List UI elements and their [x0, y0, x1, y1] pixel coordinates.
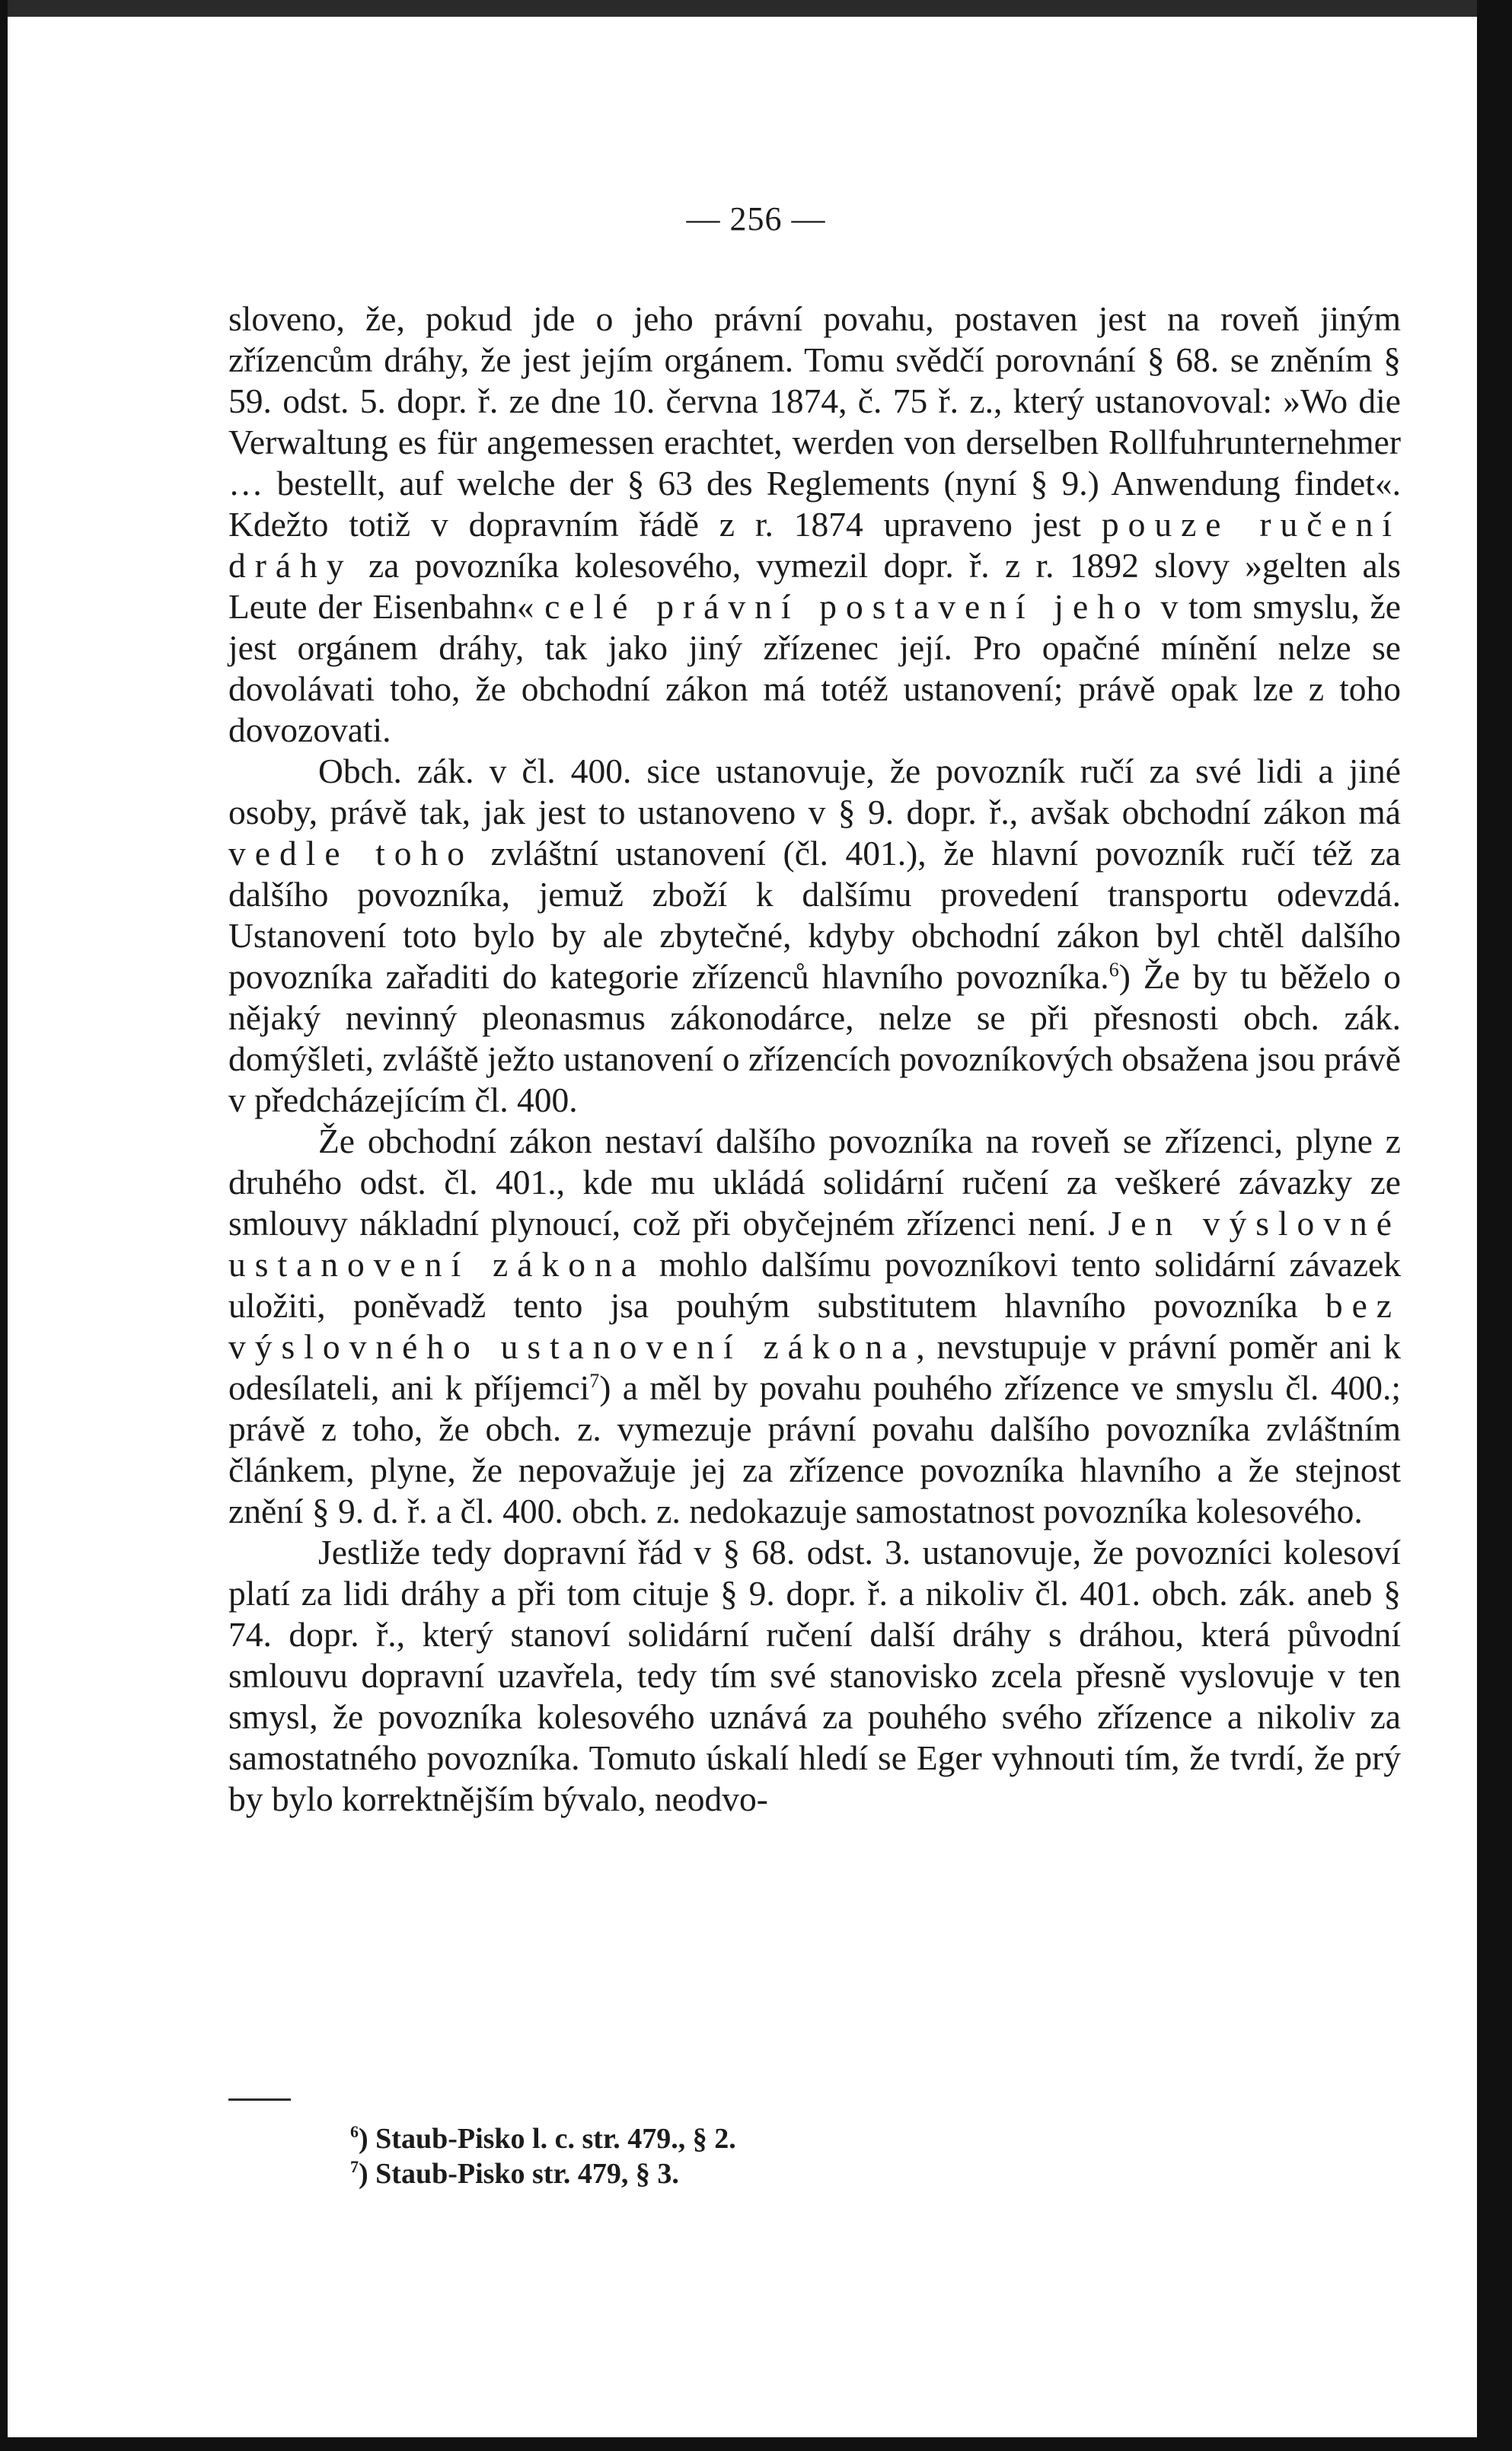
footnote-6 [350, 2121, 736, 2156]
footnote-mark: 7 [350, 2157, 359, 2176]
text-run: v tom smyslu, že jest orgánem dráhy, tak jako jiný zřízenec její. Pro opačné mínění nelze se dovolávati toho, že obchodní zákon má totéž ustanovení; právě opak lze z toho dovozovati. [228, 587, 1402, 749]
footnote-mark: 6 [350, 2122, 359, 2141]
footnotes [350, 2121, 736, 2191]
text-run: Jestliže tedy dopravní řád v § 68. odst. 3. ustanovuje, že povozníci kolesoví platí za lidi dráhy a při tom cituje § 9. dopr. ř. a nikoliv čl. 401. obch. zák. aneb § 74. dopr. ř., který stanoví solidární ručení další dráhy s dráhou, která původní smlouvu dopravní uzavřela, tedy tím své stanovisko zcela přesně vyslovuje v ten smysl, že povozníka kolesového uznává za pouhého svého zřízence a nikoliv za samostatného povozníka. Tomuto úskalí hledí se Eger vyhnouti tím, že tvrdí, že prý by bylo korrektnějším bývalo, neodvo- [228, 1533, 1401, 1818]
text-run: Obch. zák. v čl. 400. sice ustanovuje, že povozník ručí za své lidi a jiné osoby, právě tak, jak jest to ustanoveno v § 9. dopr. ř., avšak obchodní zákon má [228, 752, 1401, 831]
footnote-text: ) Staub-Pisko l. c. str. 479., § 2. [359, 2123, 736, 2155]
text-run: za povozníka kolesového, vymezil dopr. ř. z r. 1892 slovy »gelten als Leute der Eisenbahn« [228, 546, 1401, 626]
text-run: , nevstupuje v právní poměr ani k odesílateli, ani k příjemci [228, 1327, 1401, 1407]
text-run: sloveno, že, pokud jde o jeho právní povahu, postaven jest na roveň jiným zřízencům dráhy, že jest jejím orgánem. Tomu svědčí porovnání § 68. se zněním § 59. odst. 5. dopr. ř. ze dne 10. června 1874, č. 75 ř. z., který ustanovoval: »Wo die Verwaltung es für angemessen erachtet, werden von derselben Rollfuhrunternehmer … bestellt, auf welche der § 63 des Reglements (nyní § 9.) Anwendung findet«. Kdežto totiž v dopravním řádě z r. 1874 upraveno jest [228, 299, 1401, 544]
footnote-reference: 7 [589, 1370, 600, 1392]
footnote-reference: 6 [1108, 959, 1119, 981]
emphasized-text: bez výslovného ustanovení zákona [228, 1286, 1401, 1366]
paragraph-1 [228, 298, 1401, 751]
scan-right-edge [1477, 0, 1512, 2451]
scan-bottom-edge [0, 2437, 1512, 2451]
text-run: Že obchodní zákon nestaví dalšího povozníka na roveň se zřízenci, plyne z druhého odst. čl. 401., kde mu ukládá solidární ručení za veškeré závazky ze smlouvy nákladní plynoucí, což při obyčejném zřízenci není. [228, 1122, 1401, 1243]
scan-left-edge [0, 0, 8, 2451]
emphasized-text: celé právní postavení jeho [544, 587, 1150, 626]
footnote-rule [228, 2098, 291, 2101]
text-run: zvláštní ustanovení (čl. 401.), že hlavní povozník ručí též za dalšího povozníka, jemuž zboží k dalšímu provedení transportu odevzdá. Ustanovení toto bylo by ale zbytečné, kdyby obchodní zákon byl chtěl dalšího povozníka zařaditi do kategorie zřízenců hlavního povozníka. [228, 834, 1401, 996]
scan-top-edge [0, 0, 1512, 17]
text-run: ) a měl by povahu pouhého zřízence ve smyslu čl. 400.; právě z toho, že obch. z. vymezuje právní povahu dalšího povozníka zvláštním článkem, plyne, že nepovažuje jej za zřízence povozníka hlavního a že stejnost znění § 9. d. ř. a čl. 400. obch. z. nedokazuje samostatnost povozníka kolesového. [228, 1368, 1401, 1530]
emphasized-text: vedle toho [228, 834, 474, 873]
emphasized-text: Jen výslovné ustanovení zákona [228, 1204, 1401, 1284]
body-text [228, 298, 1401, 1820]
page-number: — 256 — [686, 200, 826, 238]
text-run: mohlo dalšímu povozníkovi tento solidární závazek uložiti, poněvadž tento jsa pouhým substitutem hlavního povozníka [228, 1245, 1401, 1325]
paragraph-2 [228, 751, 1401, 1121]
paragraph-4 [228, 1532, 1401, 1820]
paragraph-3 [228, 1121, 1401, 1532]
footnote-7 [350, 2156, 736, 2191]
emphasized-text: pouze ručení dráhy [228, 505, 1402, 585]
text-run: ) Že by tu běželo o nějaký nevinný pleonasmus zákonodárce, nelze se při přesnosti obch. zák. domýšleti, zvláště ježto ustanovení o zřízencích povozníkových obsažena jsou právě v předcházejícím čl. 400. [228, 957, 1401, 1119]
footnote-text: ) Staub-Pisko str. 479, § 3. [359, 2158, 679, 2190]
